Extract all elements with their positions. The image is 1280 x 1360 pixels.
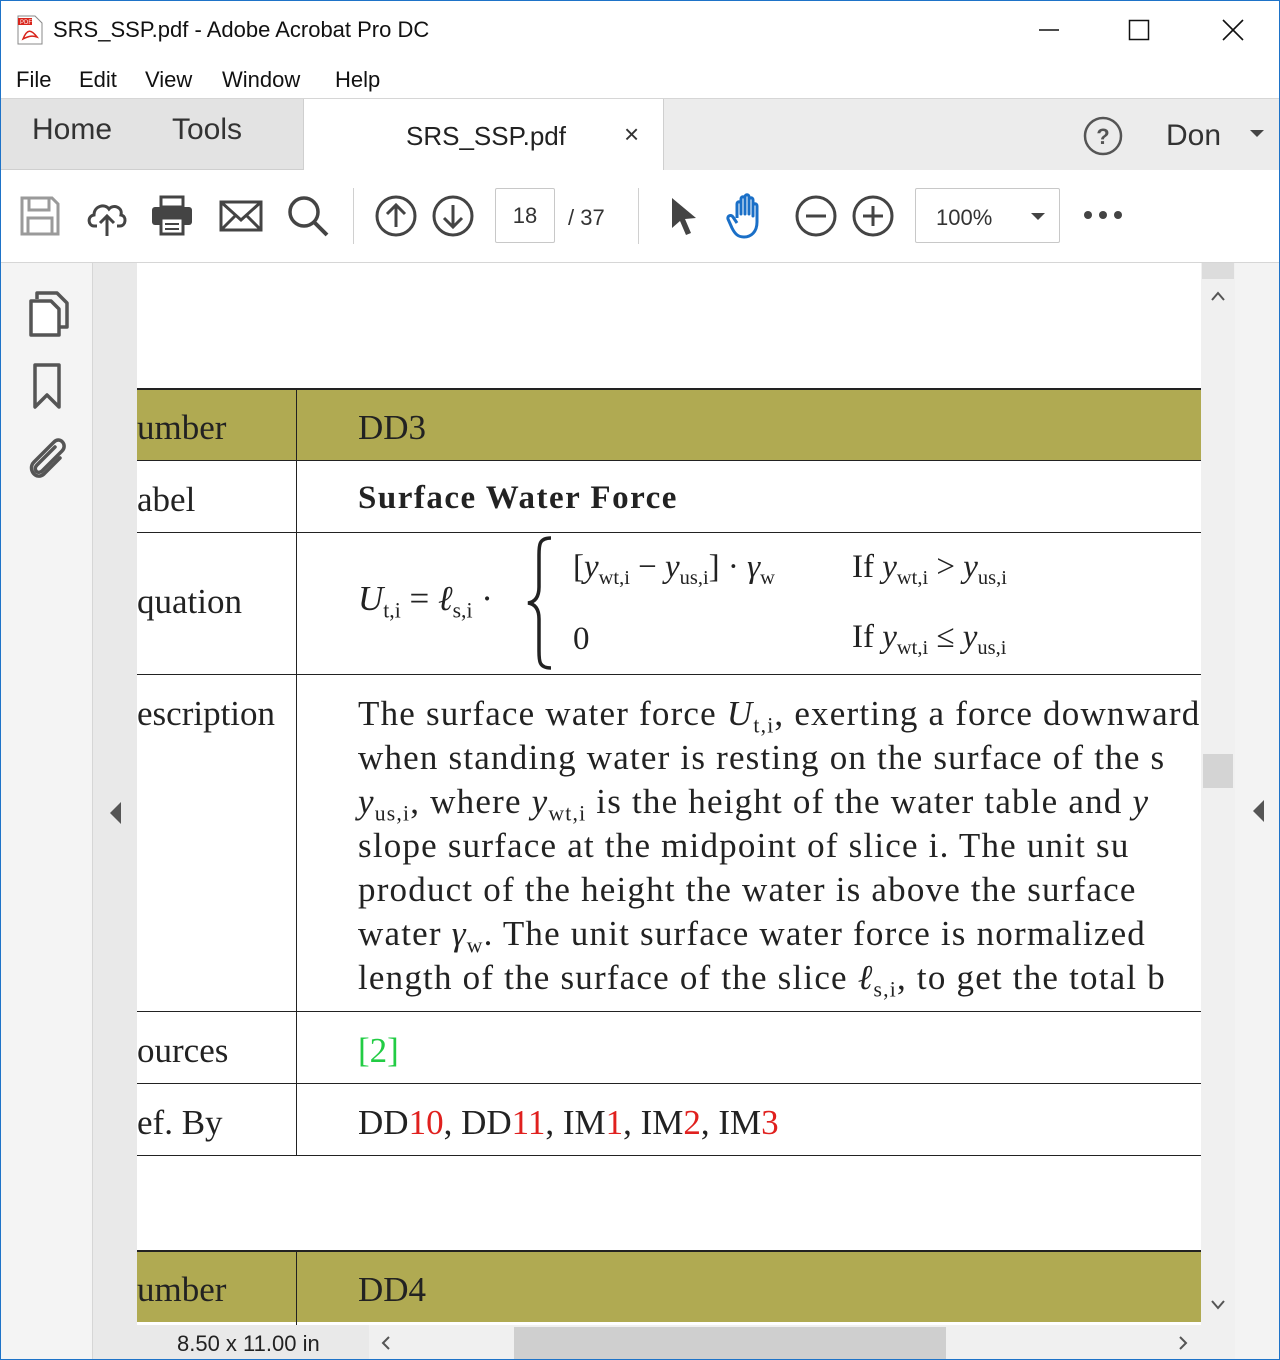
user-menu-button[interactable]: Don bbox=[1166, 119, 1222, 152]
search-icon[interactable] bbox=[286, 194, 330, 238]
menu-bar bbox=[1, 59, 1279, 99]
equation-operator: ≤ bbox=[936, 619, 955, 655]
equation-operator: − bbox=[638, 549, 657, 585]
description-text: length of the surface of the slice bbox=[358, 958, 858, 997]
equation-symbol: y bbox=[962, 619, 978, 655]
equation-symbol: U bbox=[358, 579, 384, 618]
close-icon bbox=[1222, 19, 1244, 41]
vertical-scroll-thumb[interactable] bbox=[1203, 754, 1233, 788]
equation-case1-condition bbox=[852, 549, 1007, 590]
ref-separator: , bbox=[443, 1103, 462, 1142]
equation-symbol: y bbox=[665, 549, 680, 585]
equation-symbol: y bbox=[963, 549, 978, 585]
description-text: , to get the total b bbox=[897, 958, 1166, 997]
ref-number: 11 bbox=[511, 1103, 546, 1142]
ref-separator: , bbox=[700, 1103, 719, 1142]
row-label-sources: ources bbox=[137, 1031, 229, 1070]
zoom-value: 100% bbox=[936, 205, 993, 230]
citation-link[interactable]: 2 bbox=[369, 1031, 388, 1070]
math-subscript: w bbox=[466, 933, 484, 958]
page-size-status bbox=[137, 1325, 369, 1360]
equation-operator: · bbox=[481, 579, 493, 618]
citation-bracket: [ bbox=[358, 1031, 370, 1070]
table-column-rule bbox=[296, 1250, 297, 1325]
help-icon[interactable] bbox=[1083, 116, 1123, 156]
sources-citation[interactable] bbox=[358, 1031, 399, 1071]
equation-subscript: us,i bbox=[977, 567, 1007, 590]
chevron-left-icon bbox=[108, 801, 122, 825]
equation-subscript: wt,i bbox=[896, 567, 929, 590]
nav-tabs bbox=[1, 99, 304, 170]
row-label-number: umber bbox=[137, 408, 227, 447]
citation-bracket: ] bbox=[387, 1031, 399, 1070]
equation-brace bbox=[525, 535, 555, 671]
bookmark-icon[interactable] bbox=[25, 361, 71, 411]
equation-symbol: y bbox=[882, 619, 897, 655]
ref-prefix: IM bbox=[562, 1103, 606, 1142]
zoom-select[interactable] bbox=[915, 188, 1060, 243]
equation-bracket: ] · bbox=[708, 549, 739, 585]
chevron-left-icon[interactable] bbox=[381, 1336, 391, 1350]
chevron-right-icon[interactable] bbox=[1178, 1336, 1188, 1350]
equation-subscript: us,i bbox=[679, 567, 709, 590]
window-title: SRS_SSP.pdf - Adobe Acrobat Pro DC bbox=[53, 17, 430, 42]
row-label-description: escription bbox=[137, 694, 276, 733]
toolbar-separator bbox=[353, 188, 354, 244]
ref-number: 1 bbox=[605, 1103, 624, 1142]
math-subscript: t,i bbox=[753, 713, 775, 738]
description-text: is the height of the water table and bbox=[586, 782, 1133, 821]
equation-subscript: s,i bbox=[452, 598, 473, 623]
equation-subscript: wt,i bbox=[896, 637, 929, 660]
hand-icon[interactable] bbox=[725, 192, 773, 240]
tab-bar bbox=[1, 98, 1279, 170]
row-label-refby: ef. By bbox=[137, 1103, 223, 1142]
minimize-button[interactable] bbox=[1003, 1, 1095, 59]
equation-case1-expr bbox=[573, 549, 775, 590]
equation-case2-expr: 0 bbox=[573, 621, 590, 657]
equation-keyword: If bbox=[852, 619, 874, 655]
minimize-icon bbox=[1038, 19, 1060, 41]
zoom-out-icon[interactable] bbox=[794, 194, 838, 238]
equation-symbol: y bbox=[882, 549, 897, 585]
description-line: product of the height the water is above the surface bbox=[358, 870, 1137, 909]
toolbar-separator bbox=[638, 188, 639, 244]
scrollbar-top-cap bbox=[1202, 263, 1234, 279]
paperclip-icon[interactable] bbox=[25, 433, 71, 483]
chevron-down-icon[interactable] bbox=[1211, 1300, 1225, 1310]
equation-lhs bbox=[358, 579, 493, 623]
description-text: water bbox=[358, 914, 452, 953]
ref-prefix: DD bbox=[358, 1103, 409, 1142]
document-view[interactable] bbox=[137, 263, 1201, 1325]
ref-separator: , bbox=[545, 1103, 563, 1142]
maximize-icon bbox=[1128, 19, 1150, 41]
page-number-input[interactable]: 18 bbox=[495, 188, 555, 243]
math-symbol: γ bbox=[451, 914, 467, 953]
print-icon[interactable] bbox=[150, 194, 194, 238]
description-text: , exerting a force downward bbox=[774, 694, 1201, 733]
left-pane-toggle[interactable] bbox=[93, 263, 137, 1360]
pages-icon[interactable] bbox=[25, 289, 71, 339]
right-pane-toggle[interactable] bbox=[1235, 263, 1279, 1360]
horizontal-scrollbar[interactable] bbox=[369, 1325, 1201, 1360]
definition-number: DD4 bbox=[358, 1270, 427, 1309]
ref-prefix: DD bbox=[461, 1103, 512, 1142]
math-subscript: us,i bbox=[374, 801, 411, 826]
equation-operator: = bbox=[409, 579, 430, 618]
equation-symbol: ℓ bbox=[438, 579, 453, 618]
table-column-rule bbox=[296, 388, 297, 1156]
equation-keyword: If bbox=[852, 549, 874, 585]
menu-window[interactable]: Window bbox=[222, 67, 301, 92]
tab-tools[interactable]: Tools bbox=[172, 113, 243, 146]
ref-number: 2 bbox=[683, 1103, 701, 1142]
more-icon[interactable] bbox=[1083, 209, 1123, 221]
ref-link-dd10[interactable] bbox=[358, 1103, 444, 1142]
ref-number: 10 bbox=[408, 1103, 444, 1142]
save-icon[interactable] bbox=[18, 194, 62, 238]
cursor-arrow-icon[interactable] bbox=[663, 194, 707, 238]
description-line: slope surface at the midpoint of slice i. The unit su bbox=[358, 826, 1130, 865]
ref-separator: , bbox=[623, 1103, 641, 1142]
title-bar bbox=[1, 1, 1279, 59]
ref-prefix: IM bbox=[718, 1103, 762, 1142]
ref-link-im3[interactable] bbox=[718, 1103, 778, 1142]
refby-list bbox=[358, 1103, 779, 1143]
arrow-up-circle-icon[interactable] bbox=[374, 194, 418, 238]
scrollbar-corner bbox=[1201, 1325, 1235, 1360]
ref-link-dd11[interactable] bbox=[461, 1103, 545, 1142]
ref-link-im2[interactable] bbox=[641, 1103, 701, 1142]
description-text: . The unit surface water force is normalized bbox=[483, 914, 1147, 953]
cloud-upload-icon[interactable] bbox=[85, 194, 129, 238]
equation-operator: > bbox=[936, 549, 955, 585]
acrobat-pdf-icon bbox=[17, 15, 43, 45]
tab-document[interactable] bbox=[304, 99, 664, 171]
chevron-left-icon bbox=[1251, 799, 1265, 823]
equation-symbol: y bbox=[584, 549, 599, 585]
math-symbol: y bbox=[358, 782, 375, 821]
math-symbol: y bbox=[531, 782, 549, 821]
close-window-button[interactable] bbox=[1187, 1, 1279, 59]
zoom-in-icon[interactable] bbox=[851, 194, 895, 238]
menu-help[interactable]: Help bbox=[335, 67, 381, 92]
math-symbol: ℓ bbox=[857, 958, 874, 997]
math-symbol: U bbox=[726, 694, 754, 733]
ref-number: 3 bbox=[761, 1103, 779, 1142]
envelope-icon[interactable] bbox=[219, 194, 263, 238]
definition-number: DD3 bbox=[358, 408, 427, 447]
equation-case2-condition bbox=[852, 619, 1007, 660]
math-subscript: wt,i bbox=[548, 801, 587, 826]
horizontal-scroll-thumb[interactable] bbox=[514, 1327, 946, 1359]
description-line bbox=[358, 782, 1150, 826]
description-line bbox=[358, 914, 1147, 958]
math-subscript: s,i bbox=[873, 977, 898, 1002]
tab-home[interactable]: Home bbox=[32, 113, 113, 146]
description-line: when standing water is resting on the surface of the s bbox=[358, 738, 1166, 777]
left-nav-pane bbox=[1, 263, 93, 1360]
equation-subscript: us,i bbox=[977, 637, 1007, 660]
definition-label: Surface Water Force bbox=[358, 480, 678, 516]
svg-text:PDF: PDF bbox=[20, 20, 32, 26]
equation-symbol: γ bbox=[747, 549, 761, 585]
equation-bracket: [ bbox=[573, 549, 584, 585]
row-label-equation: quation bbox=[137, 582, 242, 621]
row-label-label: abel bbox=[137, 480, 196, 519]
equation-subscript: wt,i bbox=[598, 567, 630, 590]
row-label-number: umber bbox=[137, 1270, 227, 1309]
arrow-down-circle-icon[interactable] bbox=[431, 194, 475, 238]
equation-subscript: t,i bbox=[383, 598, 401, 623]
svg-text:?: ? bbox=[1096, 124, 1110, 149]
equation-subscript: w bbox=[760, 567, 775, 590]
page-size-text: 8.50 x 11.00 in bbox=[177, 1331, 320, 1356]
ref-prefix: IM bbox=[640, 1103, 684, 1142]
description-text: The surface water force bbox=[358, 694, 727, 733]
toolbar bbox=[1, 170, 1279, 263]
vertical-scrollbar[interactable] bbox=[1201, 263, 1235, 1325]
description-line bbox=[358, 958, 1166, 1002]
maximize-button[interactable] bbox=[1093, 1, 1185, 59]
menu-file[interactable]: File bbox=[16, 67, 52, 92]
menu-view[interactable]: View bbox=[145, 67, 193, 92]
chevron-down-icon[interactable] bbox=[1249, 129, 1265, 139]
description-line bbox=[358, 694, 1201, 738]
menu-edit[interactable]: Edit bbox=[79, 67, 117, 92]
ref-link-im1[interactable] bbox=[563, 1103, 623, 1142]
close-tab-button[interactable]: × bbox=[624, 119, 640, 149]
page-total: / 37 bbox=[568, 205, 605, 230]
chevron-down-icon bbox=[1030, 212, 1046, 222]
document-tab-label: SRS_SSP.pdf bbox=[406, 121, 566, 151]
math-symbol: y bbox=[1132, 782, 1150, 821]
description-text: , where bbox=[410, 782, 532, 821]
chevron-up-icon[interactable] bbox=[1211, 291, 1225, 301]
